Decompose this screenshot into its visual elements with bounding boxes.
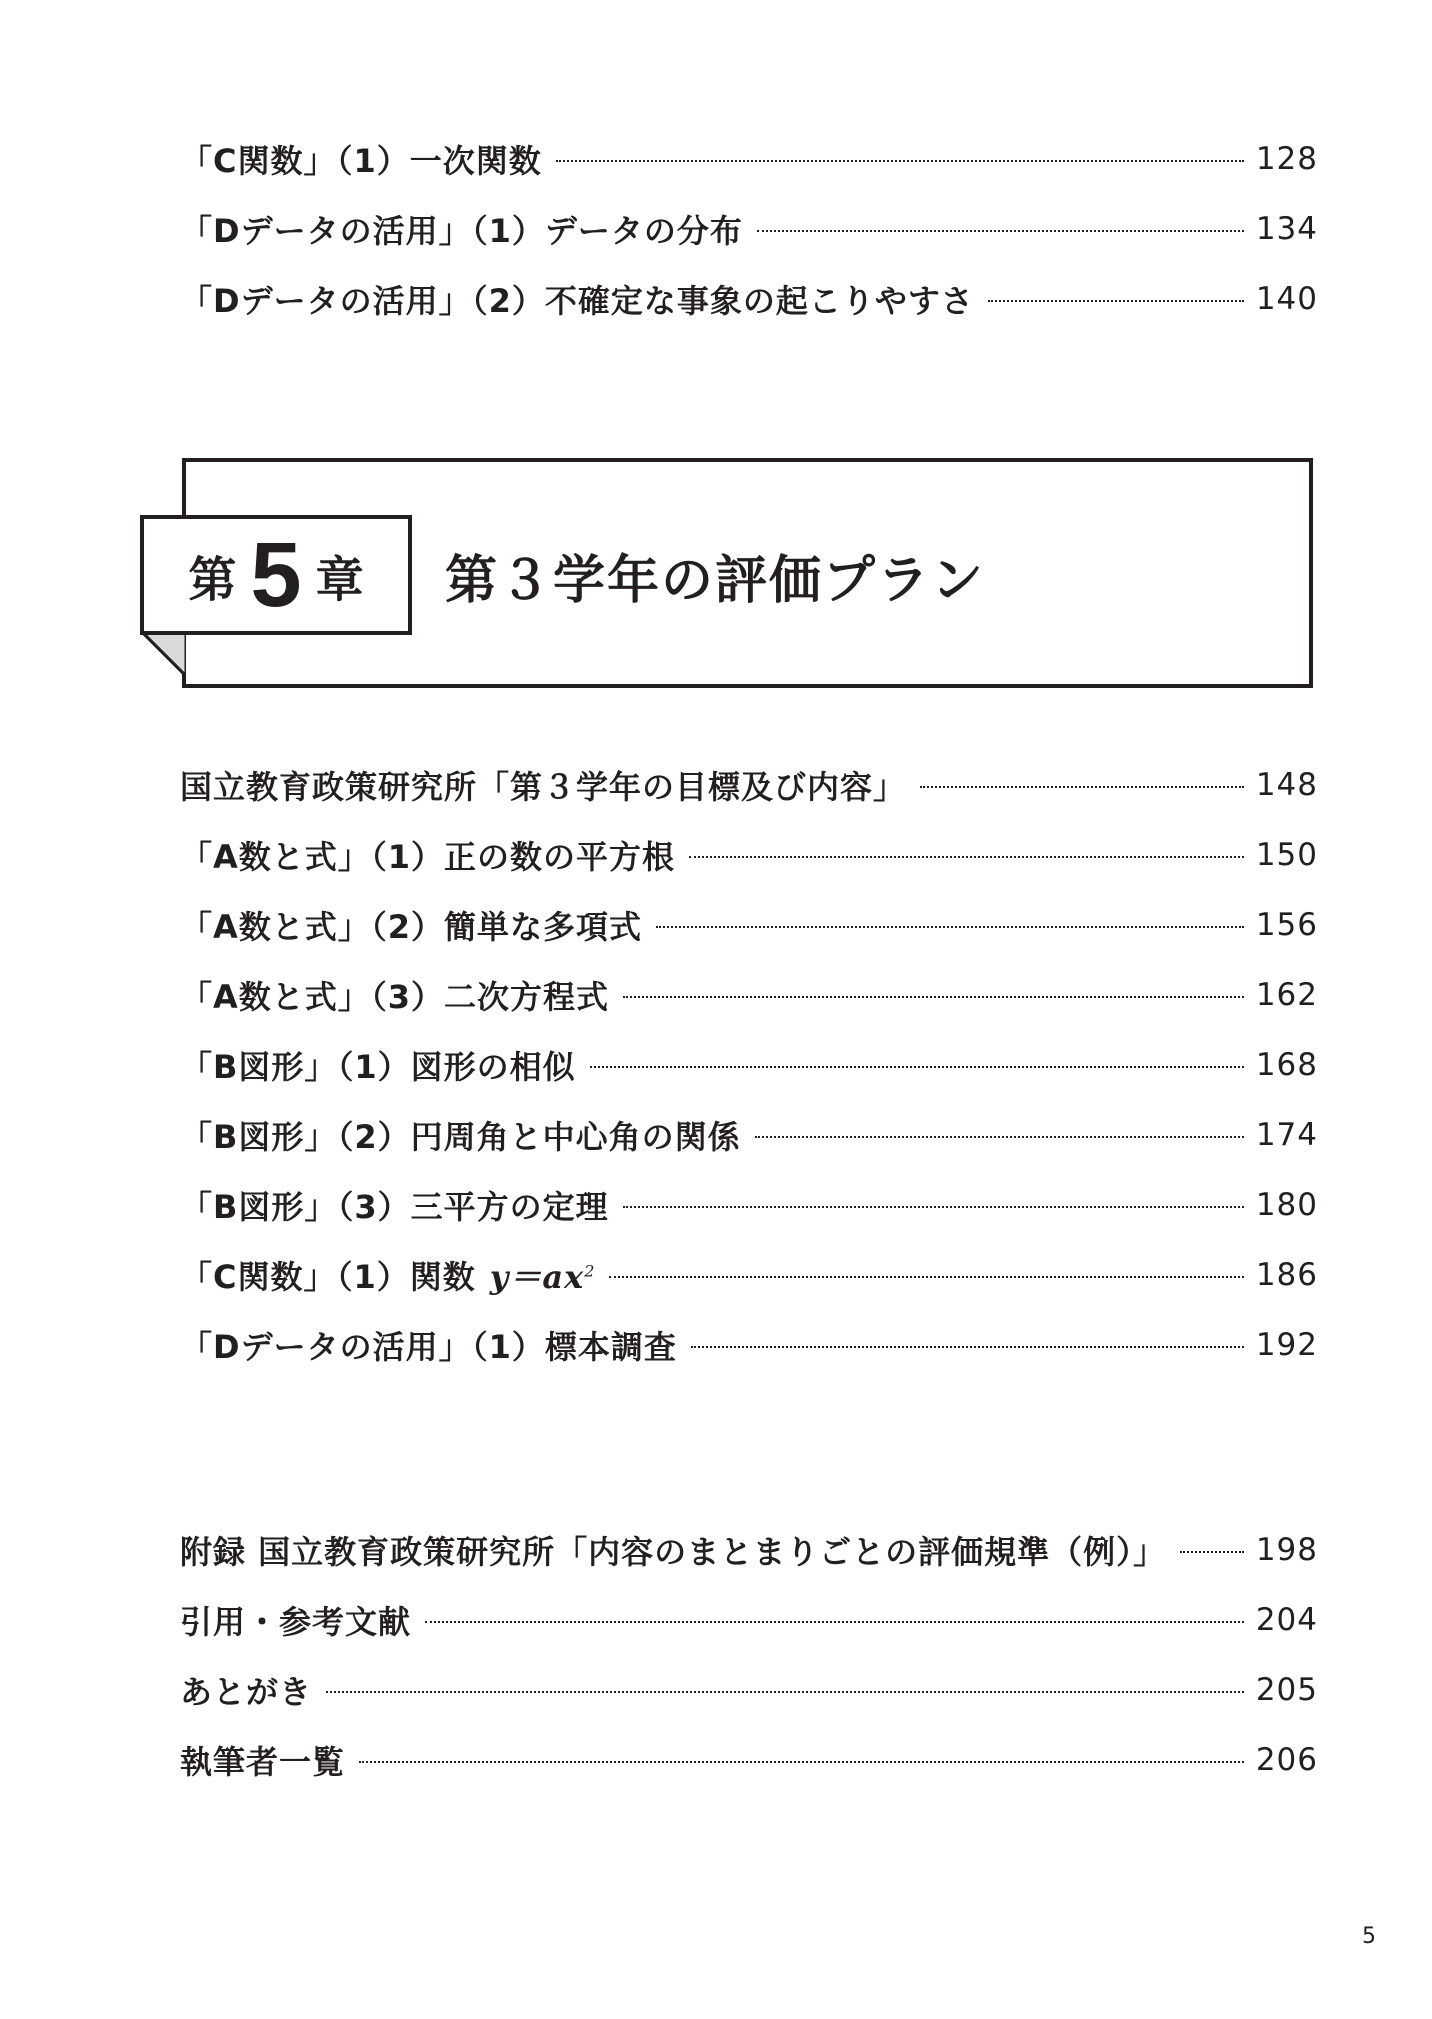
toc-entry-title: 「B図形」（1）図形の相似 (180, 1048, 576, 1086)
toc-entry-title: 引用・参考文献 (180, 1603, 412, 1641)
toc-entry-page: 150 (1255, 837, 1318, 873)
toc-entry-page: 204 (1255, 1602, 1318, 1638)
toc-dot-leader (1180, 1551, 1244, 1553)
toc-entry[interactable] (180, 1030, 1318, 1100)
toc-entry-title: 「C関数」（1）関数 (180, 1258, 476, 1296)
toc-entry[interactable] (180, 750, 1318, 820)
toc-entry-title: 「Dデータの活用」（1）データの分布 (180, 212, 743, 250)
toc-entry-title: 「Dデータの活用」（1）標本調査 (180, 1328, 677, 1366)
toc-entry[interactable] (180, 1100, 1318, 1170)
toc-dot-leader (691, 1346, 1244, 1348)
toc-entry-title: 「A数と式」（1）正の数の平方根 (180, 838, 676, 876)
chapter-number-tab (140, 515, 412, 635)
toc-entry-page: 128 (1255, 141, 1318, 177)
toc-entry[interactable] (180, 1725, 1318, 1795)
toc-entry-page: 180 (1255, 1187, 1318, 1223)
toc-entry-title: 附録 国立教育政策研究所「内容のまとまりごとの評価規準（例）」 (180, 1533, 1167, 1571)
toc-dot-leader (988, 300, 1244, 302)
toc-entry-title: あとがき (180, 1673, 313, 1711)
toc-entry-page: 186 (1255, 1257, 1318, 1293)
chapter-title: 第３学年の評価プラン (445, 550, 986, 611)
toc-entry-title: 「Dデータの活用」（2）不確定な事象の起こりやすさ (180, 282, 974, 320)
toc-entry-title: 「A数と式」（2）簡単な多項式 (180, 908, 643, 946)
toc-dot-leader (757, 230, 1244, 232)
toc-dot-leader (755, 1136, 1244, 1138)
toc-entry-page: 156 (1255, 907, 1318, 943)
formula-exponent: 2 (584, 1261, 596, 1281)
toc-entry-page: 148 (1255, 767, 1318, 803)
toc-entry-page: 192 (1255, 1327, 1318, 1363)
chapter-label-suffix: 章 (315, 551, 364, 608)
formula-base: y＝ax (489, 1258, 585, 1296)
toc-entry-page: 140 (1255, 281, 1318, 317)
toc-dot-leader (590, 1066, 1244, 1068)
toc-entry-title: 「B図形」（2）円周角と中心角の関係 (180, 1118, 741, 1156)
page-number: 5 (1362, 1924, 1376, 1949)
toc-dot-leader (623, 996, 1244, 998)
toc-list-backmatter (180, 1515, 1318, 1795)
toc-dot-leader (609, 1276, 1243, 1278)
toc-entry[interactable] (180, 1240, 1318, 1310)
toc-entry[interactable] (180, 1170, 1318, 1240)
toc-dot-leader (326, 1691, 1244, 1693)
page-fold-corner-icon (140, 630, 186, 676)
toc-entry[interactable] (180, 890, 1318, 960)
toc-entry[interactable] (180, 1655, 1318, 1725)
toc-entry-page: 168 (1255, 1047, 1318, 1083)
toc-entry-page: 205 (1255, 1672, 1318, 1708)
toc-entry-formula (490, 1252, 596, 1298)
toc-entry[interactable] (180, 960, 1318, 1030)
toc-dot-leader (556, 160, 1244, 162)
toc-entry-page: 206 (1255, 1742, 1318, 1778)
toc-list-chapter5 (180, 750, 1318, 1380)
toc-entry-title: 「C関数」（1）一次関数 (180, 142, 542, 180)
toc-entry[interactable] (180, 124, 1318, 194)
toc-entry[interactable] (180, 1310, 1318, 1380)
toc-entry[interactable] (180, 1585, 1318, 1655)
toc-entry-title: 「B図形」（3）三平方の定理 (180, 1188, 609, 1226)
toc-dot-leader (689, 856, 1244, 858)
toc-entry-title: 「A数と式」（3）二次方程式 (180, 978, 610, 1016)
toc-entry-title: 国立教育政策研究所「第３学年の目標及び内容」 (180, 768, 907, 806)
toc-entry[interactable] (180, 264, 1318, 334)
toc-entry[interactable] (180, 1515, 1318, 1585)
toc-entry-page: 198 (1255, 1532, 1318, 1568)
toc-entry[interactable] (180, 820, 1318, 890)
toc-dot-leader (656, 926, 1244, 928)
toc-dot-leader (359, 1761, 1244, 1763)
toc-entry[interactable] (180, 194, 1318, 264)
toc-entry-page: 174 (1255, 1117, 1318, 1153)
toc-dot-leader (623, 1206, 1244, 1208)
toc-dot-leader (920, 786, 1244, 788)
toc-entry-page: 162 (1255, 977, 1318, 1013)
chapter-number: 5 (250, 524, 302, 626)
toc-entry-title: 執筆者一覧 (180, 1743, 346, 1781)
chapter-label-prefix: 第 (188, 551, 237, 608)
toc-entry-page: 134 (1255, 211, 1318, 247)
toc-list-top (180, 124, 1318, 334)
toc-dot-leader (425, 1621, 1244, 1623)
